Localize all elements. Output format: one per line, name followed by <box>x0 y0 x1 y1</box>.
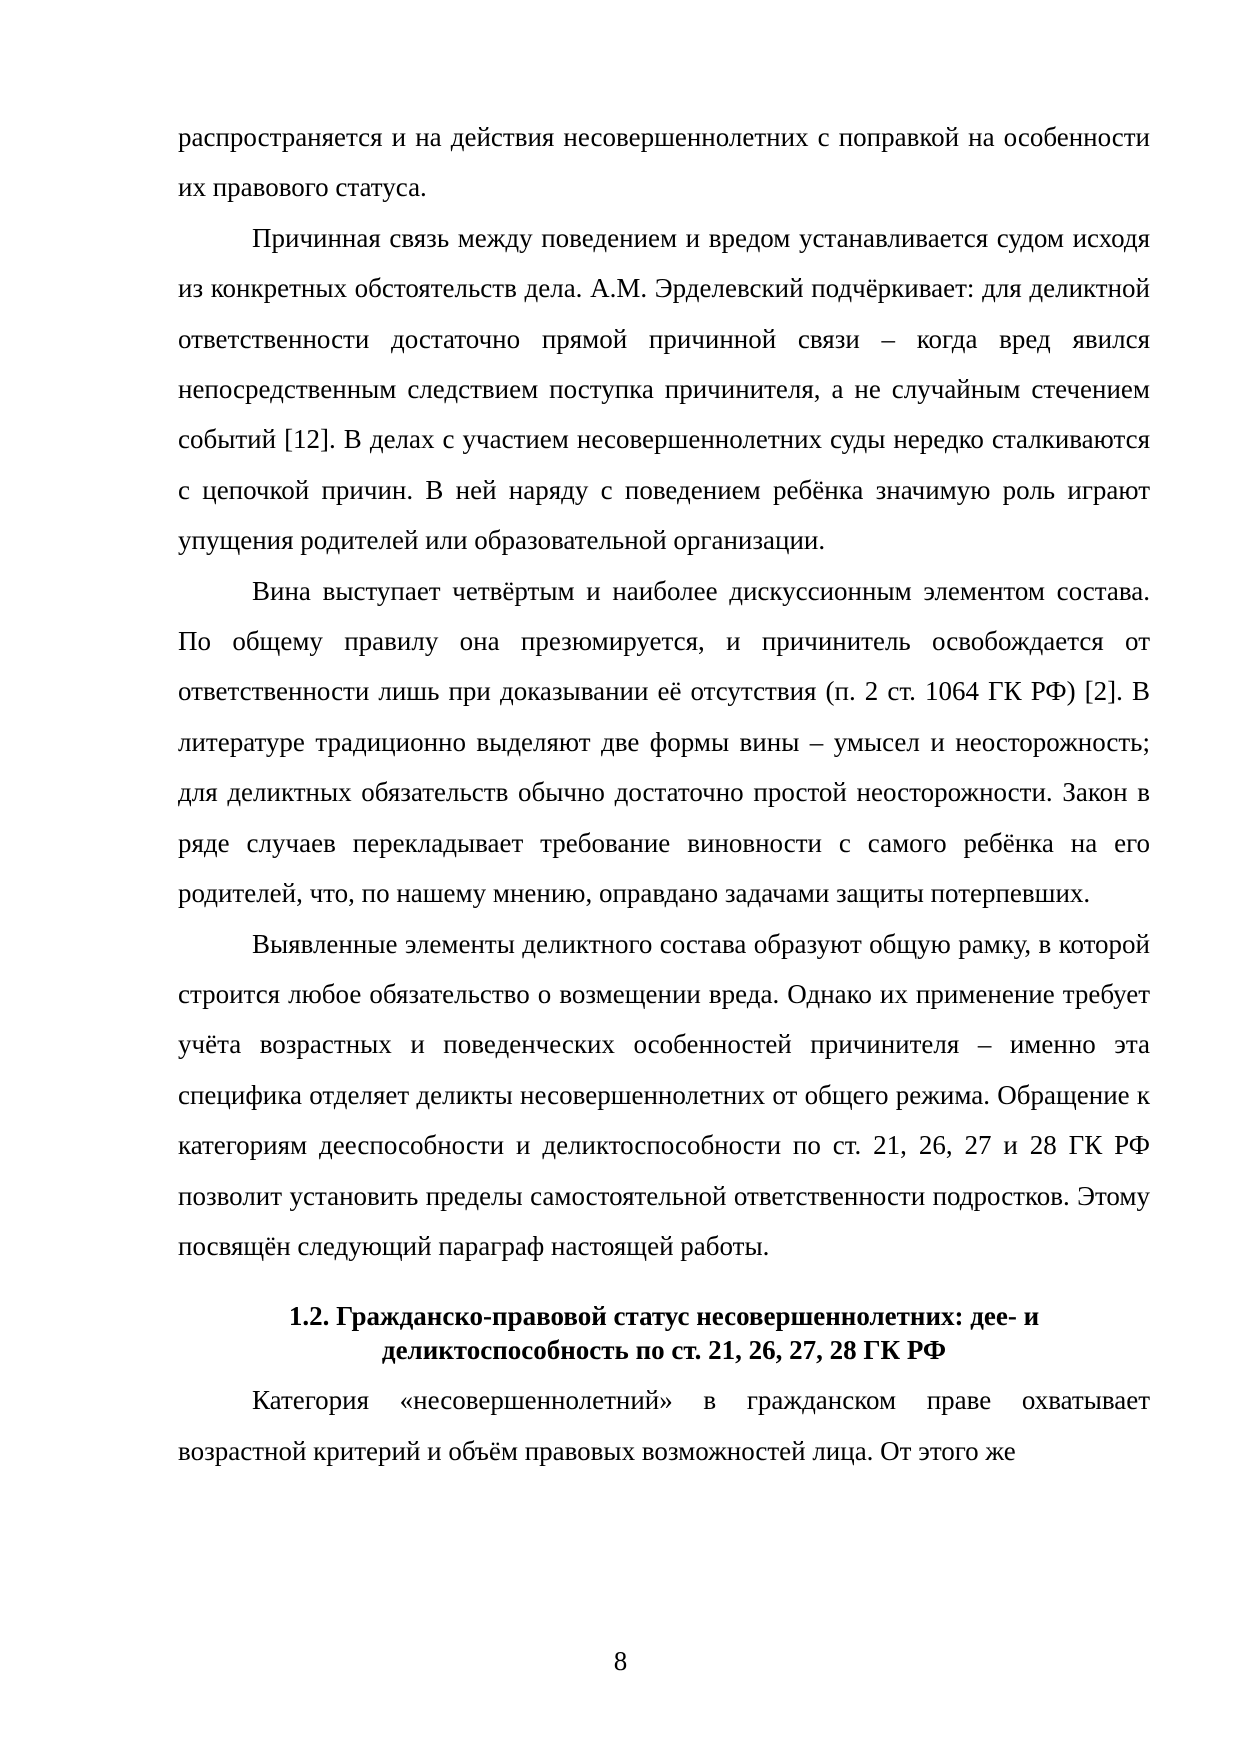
section-heading-line-1: 1.2. Гражданско-правовой статус несовершеннолетних: дее- и <box>288 1301 1040 1332</box>
section-heading-line-2: деликтоспособность по ст. 21, 26, 27, 28 ГК РФ <box>381 1335 947 1366</box>
paragraph-causation: Причинная связь между поведением и вредом устанавливается судом исходя из конкретных обстоятельств дела. А.М. Эрделевский подчёркивает: для деликтной ответственности достаточно прямой причинной связи – когда вред явился непосредственным следствием поступка причинителя, а не случайным стечением событий [12]. В делах с участием несовершеннолетних суды нередко сталкиваются с цепочкой причин. В ней наряду с поведением ребёнка значимую роль играют упущения родителей или образовательной организации. <box>178 222 1150 556</box>
paragraph-continuation: распространяется и на действия несовершеннолетних с поправкой на особенности их правового статуса. <box>178 122 1150 203</box>
paragraph-guilt: Вина выступает четвёртым и наиболее дискуссионным элементом состава. По общему правилу она презюмируется, и причинитель освобождается от ответственности лишь при доказывании её отсутствия (п. 2 ст. 1064 ГК РФ) [2]. В литературе традиционно выделяют две формы вины – умысел и неосторожность; для деликтных обязательств обычно достаточно простой неосторожности. Закон в ряде случаев перекладывает требование виновности с самого ребёнка на его родителей, что, по нашему мнению, оправдано задачами защиты потерпевших. <box>178 575 1150 909</box>
paragraph-section-start: Категория «несовершеннолетний» в гражданском праве охватывает возрастной критерий и объём правовых возможностей лица. От этого же <box>178 1385 1150 1466</box>
page-body <box>178 112 1150 1476</box>
section-heading <box>178 1299 1150 1367</box>
page-number: 8 <box>613 1646 628 1676</box>
paragraph-conclusion: Выявленные элементы деликтного состава образуют общую рамку, в которой строится любое обязательство о возмещении вреда. Однако их применение требует учёта возрастных и поведенческих особенностей причинителя – именно эта специфика отделяет деликты несовершеннолетних от общего режима. Обращение к категориям дееспособности и деликтоспособности по ст. 21, 26, 27 и 28 ГК РФ позволит установить пределы самостоятельной ответственности подростков. Этому посвящён следующий параграф настоящей работы. <box>178 928 1150 1261</box>
